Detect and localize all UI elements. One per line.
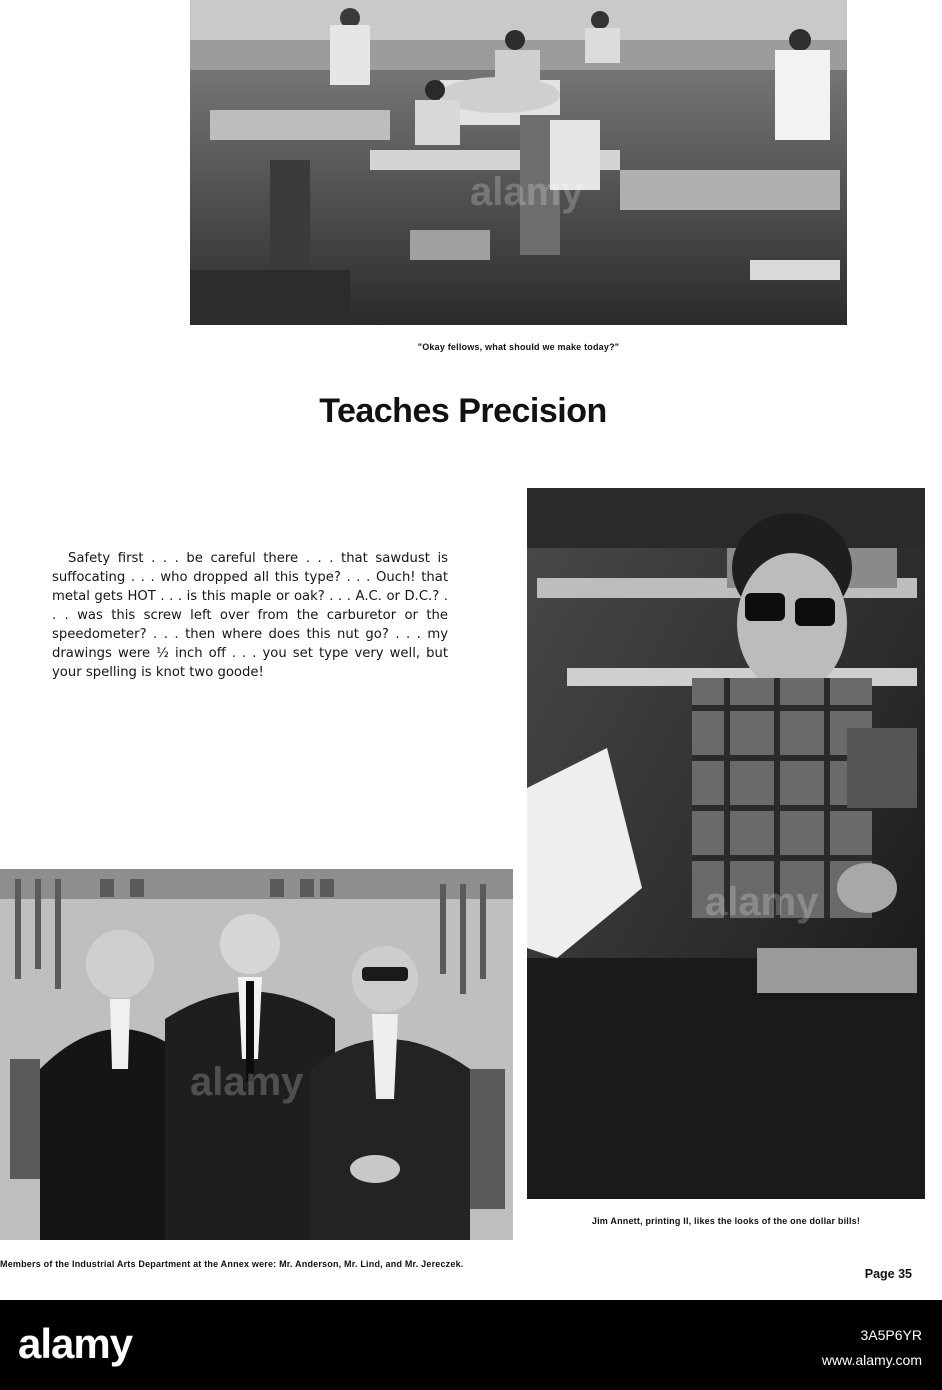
workshop-photo-image bbox=[190, 0, 847, 325]
alamy-url[interactable]: www.alamy.com bbox=[821, 1352, 922, 1368]
stock-footer-bar bbox=[0, 1300, 942, 1390]
alamy-logo: alamy bbox=[18, 1320, 133, 1367]
student-photo-image bbox=[527, 488, 925, 1199]
watermark-bottom: alamy bbox=[190, 1060, 304, 1104]
student-caption: Jim Annett, printing II, likes the looks of the one dollar bills! bbox=[591, 1216, 861, 1226]
page-headline: Teaches Precision bbox=[319, 392, 607, 430]
faculty-caption: Members of the Industrial Arts Department at the Annex were: Mr. Anderson, Mr. Lind, and Mr. Jereczek. bbox=[0, 1259, 464, 1269]
faculty-photo bbox=[0, 869, 513, 1240]
faculty-photo-image bbox=[0, 869, 513, 1240]
watermark-right: alamy bbox=[705, 880, 819, 924]
workshop-photo bbox=[190, 0, 847, 325]
workshop-caption: "Okay fellows, what should we make today?" bbox=[417, 342, 620, 352]
student-photo bbox=[527, 488, 925, 1199]
body-text: Safety first . . . be careful there . . . that sawdust is suffocating . . . who dropped all this type? . . . Ouch! that metal gets HOT . . . is this maple or oak? . . . A.C. or D.C.? . . . was this screw left over from the carburetor or the speedometer? . . . then where does this nut go? . . . my drawings were ½ inch off . . . you set type very well, but your spelling is knot two goode! bbox=[52, 551, 448, 680]
watermark-top: alamy bbox=[470, 170, 584, 214]
image-id: 3A5P6YR bbox=[860, 1327, 922, 1343]
page-number: Page 35 bbox=[864, 1267, 912, 1281]
